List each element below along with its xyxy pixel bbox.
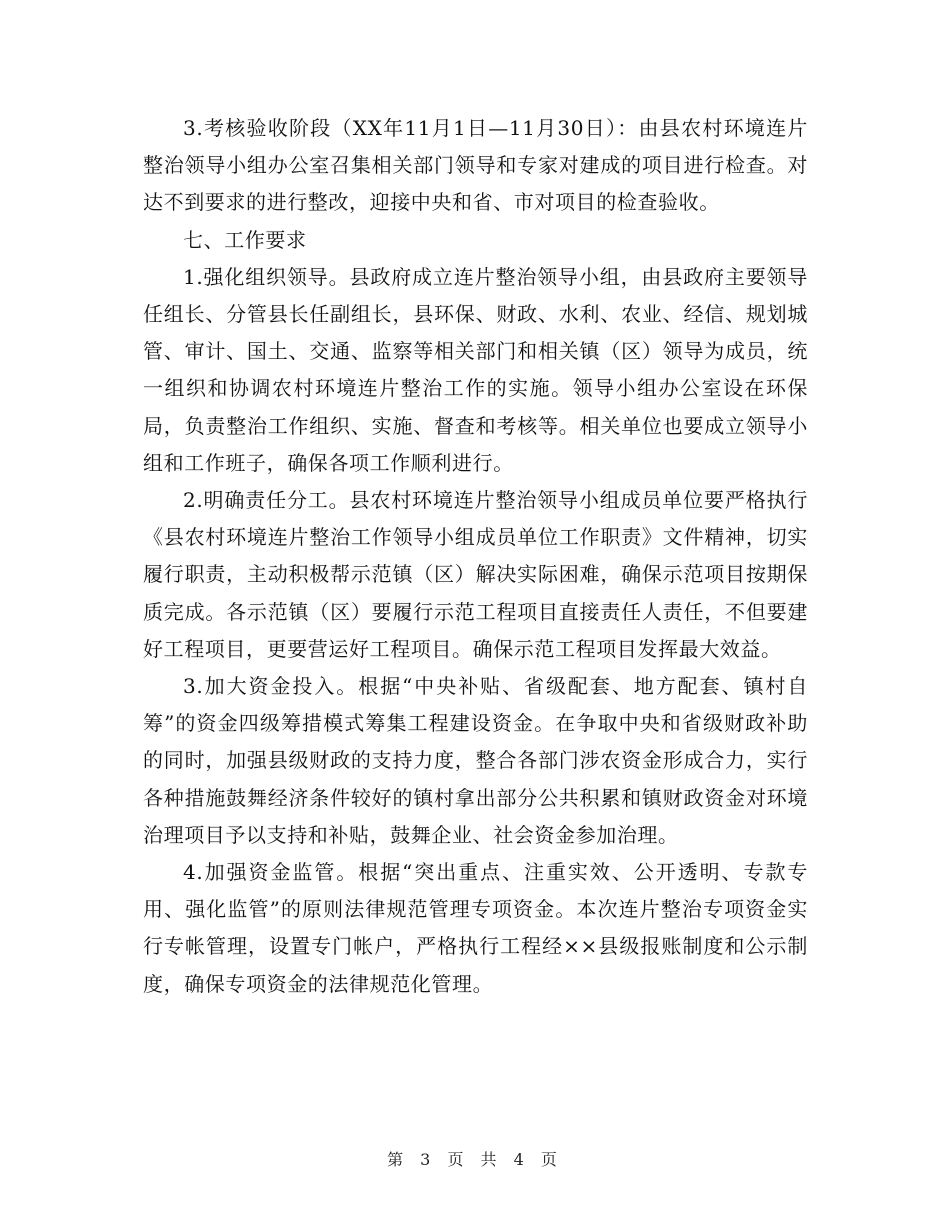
page-number-footer: 第 3 页 共 4 页 bbox=[387, 1150, 563, 1169]
paragraph-funding-supervision: 4.加强资金监管。根据“突出重点、注重实效、公开透明、专款专用、强化监管”的原则法律规范管理专项资金。本次连片整治专项资金实行专帐管理，设置专门帐户，严格执行工程经××县级报账制度和公示制度，确保专项资金的法律规范化管理。 bbox=[143, 860, 808, 996]
section-heading-work-requirements: 七、工作要求 bbox=[183, 227, 307, 252]
paragraph-funding-investment: 3.加大资金投入。根据“中央补贴、省级配套、地方配套、镇村自筹”的资金四级筹措模式筹集工程建设资金。在争取中央和省级财政补助的同时，加强县级财政的支持力度，整合各部门涉农资金形成合力，实行各种措施鼓舞经济条件较好的镇村拿出部分公共积累和镇财政资金对环境治理项目予以支持和补贴，鼓舞企业、社会资金参加治理。 bbox=[143, 674, 808, 847]
document-body bbox=[143, 110, 808, 1003]
paragraph-responsibility-division: 2.明确责任分工。县农村环境连片整治领导小组成员单位要严格执行《县农村环境连片整治工作领导小组成员单位工作职责》文件精神，切实履行职责，主动积极帮示范镇（区）解决实际困难，确保示范项目按期保质完成。各示范镇（区）要履行示范工程项目直接责任人责任，不但要建好工程项目，更要营运好工程项目。确保示范工程项目发挥最大效益。 bbox=[143, 488, 808, 661]
paragraph-acceptance-stage: 3.考核验收阶段（XX年11月1日—11月30日）：由县农村环境连片整治领导小组办公室召集相关部门领导和专家对建成的项目进行检查。对达不到要求的进行整改，迎接中央和省、市对项目的检查验收。 bbox=[143, 116, 808, 215]
paragraph-organization-leadership: 1.强化组织领导。县政府成立连片整治领导小组，由县政府主要领导任组长、分管县长任副组长，县环保、财政、水利、农业、经信、规划城管、审计、国土、交通、监察等相关部门和相关镇（区）领导为成员，统一组织和协调农村环境连片整治工作的实施。领导小组办公室设在环保局，负责整治工作组织、实施、督查和考核等。相关单位也要成立领导小组和工作班子，确保各项工作顺利进行。 bbox=[143, 264, 808, 475]
